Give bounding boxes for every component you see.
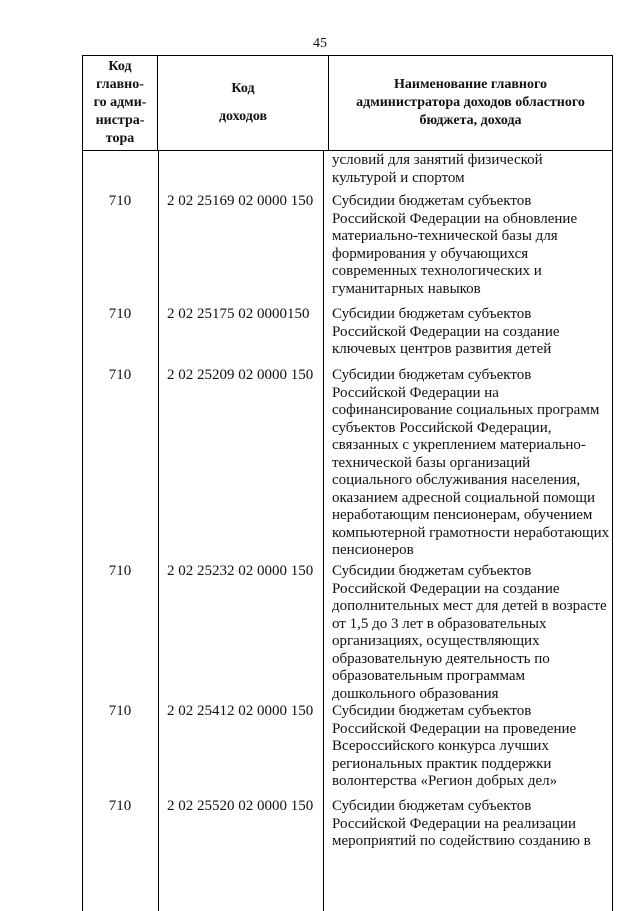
page-number: 45: [313, 36, 327, 51]
header-name-line: Наименование главного: [394, 77, 547, 92]
text-line: ключевых центров развития детей: [332, 341, 552, 357]
income-code-cell: 2 02 25175 02 0000150: [167, 306, 310, 322]
admin-code-cell: 710: [108, 563, 132, 579]
text-line: волонтерства «Регион добрых дел»: [332, 773, 558, 789]
column-rule: [612, 151, 613, 911]
text-line: софинансирование социальных программ: [332, 402, 600, 418]
text-line: Субсидии бюджетам субъектов: [332, 306, 532, 322]
text-line: Субсидии бюджетам субъектов: [332, 367, 532, 383]
text-line: неработающим пенсионерам, обучением: [332, 507, 593, 523]
text-line: субъектов Российской Федерации,: [332, 419, 552, 436]
income-code-cell: 2 02 25412 02 0000 150: [167, 703, 314, 719]
header-income-code: [158, 56, 329, 151]
income-name-cell: [332, 193, 607, 298]
header-admin-code-line: тора: [105, 131, 135, 146]
header-name: [329, 56, 613, 151]
text-line: Субсидии бюджетам субъектов: [332, 193, 532, 209]
income-code-cell: 2 02 25520 02 0000 150: [167, 798, 314, 814]
text-line: образовательную деятельность по: [332, 650, 550, 667]
text-line: Российской Федерации на проведение: [332, 720, 577, 737]
column-rule: [82, 151, 83, 911]
income-name-cell: [332, 703, 607, 791]
table-header: [82, 55, 613, 151]
income-code-cell: 2 02 25232 02 0000 150: [167, 563, 314, 579]
text-line: культурой и спортом: [332, 169, 465, 186]
header-admin-code-line: нистра-: [95, 113, 145, 128]
header-income-code-line: Код: [231, 81, 255, 96]
header-admin-code: [83, 56, 158, 151]
income-name-cell: [332, 367, 610, 560]
header-admin-code-line: го адми-: [93, 95, 147, 110]
income-code-cell: 2 02 25209 02 0000 150: [167, 367, 314, 383]
text-line: материально-технической базы для: [332, 228, 558, 244]
text-line: от 1,5 до 3 лет в образовательных: [332, 615, 547, 632]
admin-code-cell: 710: [108, 193, 132, 209]
column-rule: [323, 151, 324, 911]
continuation-text: [332, 152, 607, 187]
header-name-line: бюджета, дохода: [419, 113, 522, 128]
text-line: Российской Федерации на: [332, 384, 499, 401]
text-line: формирования у обучающихся: [332, 245, 529, 262]
text-line: компьютерной грамотности неработающих: [332, 524, 610, 541]
header-income-code-line: доходов: [218, 109, 268, 124]
text-line: Российской Федерации на создание: [332, 323, 560, 340]
text-line: оказанием адресной социальной помощи: [332, 489, 595, 506]
income-code-cell: 2 02 25169 02 0000 150: [167, 193, 314, 209]
text-line: Российской Федерации на обновление: [332, 210, 578, 227]
admin-code-cell: 710: [108, 798, 132, 814]
text-line: пенсионеров: [332, 542, 414, 558]
text-line: Всероссийского конкурса лучших: [332, 738, 549, 754]
text-line: дошкольного образования: [332, 685, 499, 702]
text-line: Субсидии бюджетам субъектов: [332, 703, 532, 719]
income-name-cell: [332, 798, 607, 851]
header-admin-code-line: Код: [108, 59, 132, 74]
text-line: Российской Федерации на создание: [332, 580, 560, 597]
text-line: образовательным программам: [332, 668, 526, 684]
income-name-cell: [332, 306, 607, 359]
column-rule: [158, 151, 159, 911]
income-name-cell: [332, 563, 607, 703]
text-line: Субсидии бюджетам субъектов: [332, 563, 532, 579]
admin-code-cell: 710: [108, 306, 132, 322]
text-line: технической базы организаций: [332, 454, 531, 471]
admin-code-cell: 710: [108, 703, 132, 719]
header-admin-code-line: главно-: [96, 77, 144, 92]
text-line: связанных с укреплением материально-: [332, 437, 586, 453]
header-name-line: администратора доходов областного: [356, 95, 585, 110]
text-line: Российской Федерации на реализации: [332, 815, 577, 832]
text-line: гуманитарных навыков: [332, 280, 481, 297]
text-line: условий для занятий физической: [332, 152, 543, 168]
admin-code-cell: 710: [108, 367, 132, 383]
text-line: социального обслуживания населения,: [332, 472, 581, 488]
text-line: организациях, осуществляющих: [332, 633, 540, 649]
text-line: Субсидии бюджетам субъектов: [332, 798, 532, 814]
text-line: мероприятий по содействию созданию в: [332, 833, 591, 849]
text-line: дополнительных мест для детей в возрасте: [332, 598, 607, 614]
text-line: региональных практик поддержки: [332, 755, 552, 772]
text-line: современных технологических и: [332, 263, 542, 279]
